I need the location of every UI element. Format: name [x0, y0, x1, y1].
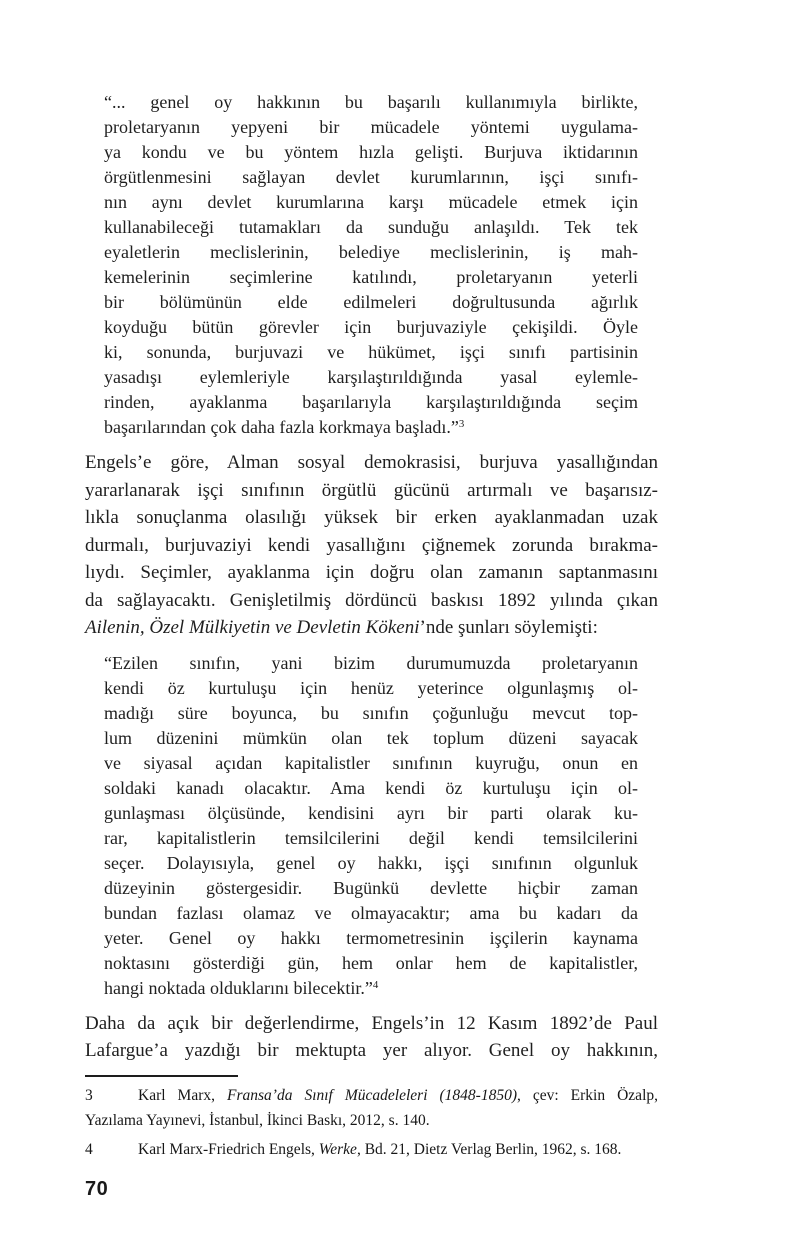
text-segment: başarılarından çok daha fazla korkmaya başladı.”: [104, 417, 459, 437]
text-segment: ki, sonunda, burjuvazi ve hükümet, işçi sınıfı partisinin: [104, 342, 638, 362]
footnote-ref: 4: [372, 978, 379, 991]
text-line: [85, 559, 658, 587]
text-line: [85, 504, 658, 532]
text-line: [104, 651, 638, 676]
text-segment: rar, kapitalistlerin temsilcilerini değil kendi temsilcilerini: [104, 827, 638, 848]
text-segment: Karl Marx-Friedrich Engels,: [138, 1140, 319, 1158]
text-line: [85, 449, 658, 477]
text-segment: lum düzenini mümkün olan tek toplum düzeni sayacak: [104, 727, 638, 748]
text-line: [104, 290, 638, 315]
text-line: [104, 115, 638, 140]
text-segment: nın aynı devlet kurumlarına karşı mücadele etmek için: [104, 192, 638, 212]
text-line: [104, 365, 638, 390]
italic-text: Fransa’da Sınıf Mücadeleleri (1848-1850): [227, 1086, 517, 1104]
text-segment: eyaletlerin meclislerinin, belediye meclislerinin, iş mah-: [104, 242, 638, 262]
text-line: [85, 1137, 658, 1162]
footnote-ref: 3: [458, 418, 465, 431]
text-segment: lıydı. Seçimler, ayaklanma için doğru olan zamanın saptanmasını: [85, 562, 658, 583]
text-line: [104, 240, 638, 265]
text-segment: seçer. Dolayısıyla, genel oy hakkı, işçi sınıfının olgunluk: [104, 852, 638, 873]
footnote-3: [85, 1083, 658, 1133]
page-number: 70: [85, 1177, 109, 1200]
text-line: [104, 90, 638, 115]
text-line: [104, 801, 638, 826]
text-line: [85, 532, 658, 560]
text-line: [104, 265, 638, 290]
paragraph-lafargue-letter: [85, 1010, 658, 1065]
text-line: [104, 976, 638, 1001]
text-line: [104, 776, 638, 801]
text-segment: , çev: Erkin Özalp,: [516, 1086, 658, 1104]
text-line: [85, 1083, 658, 1108]
text-line: [104, 701, 638, 726]
text-segment: düzeyinin göstergesidir. Bugünkü devlette hiçbir zaman: [104, 877, 638, 898]
text-segment: 3: [85, 1086, 93, 1104]
text-segment: Yazılama Yayınevi, İstanbul, İkinci Baskı, 2012, s. 140.: [85, 1111, 430, 1129]
text-line: [104, 340, 638, 365]
text-segment: da sağlayacaktı. Genişletilmiş dördüncü baskısı 1892 yılında çıkan: [85, 589, 658, 611]
text-segment: yararlanarak işçi sınıfının örgütlü gücünü artırmalı ve başarısız-: [85, 479, 658, 501]
text-segment: kendi öz kurtuluşu için henüz yeterince olgunlaşmış ol-: [104, 677, 638, 698]
text-line: [104, 315, 638, 340]
text-segment: Karl Marx,: [138, 1086, 227, 1104]
footnote-separator: [85, 1075, 238, 1077]
text-line: [104, 415, 638, 440]
text-line: [104, 676, 638, 701]
text-line: [104, 826, 638, 851]
text-line: [85, 614, 658, 642]
footnote-4: [85, 1137, 658, 1162]
text-segment: koyduğu bütün görevler için burjuvaziyle çekişildi. Öyle: [104, 317, 638, 337]
quote-engels-1: [104, 90, 638, 440]
text-segment: kemelerinin seçimlerine katılındı, proletaryanın yeterli: [104, 267, 638, 287]
text-line: [85, 1010, 658, 1038]
italic-text: Ailenin, Özel Mülkiyetin ve Devletin Kökeni: [85, 617, 420, 638]
text-segment: gunlaşması ölçüsünde, kendisini ayrı bir parti olarak ku-: [104, 802, 638, 823]
text-segment: soldaki kanadı olacaktır. Ama kendi öz kurtuluşu için ol-: [104, 777, 638, 798]
text-segment: yasadışı eylemleriyle karşılaştırıldığında yasal eylemle-: [104, 367, 638, 387]
text-segment: 4: [85, 1140, 93, 1158]
text-segment: Engels’e göre, Alman sosyal demokrasisi, burjuva yasallığından: [85, 452, 658, 473]
text-segment: kullanabileceği tutamakları da sunduğu anlaşıldı. Tek tek: [104, 217, 638, 237]
text-segment: ya kondu ve bu yöntem hızla gelişti. Burjuva iktidarının: [104, 142, 638, 162]
text-line: [104, 190, 638, 215]
text-segment: bundan fazlası olamaz ve olmayacaktır; ama bu kadarı da: [104, 902, 638, 923]
text-segment: ’nde şunları söylemişti:: [419, 617, 598, 638]
text-blocks: [85, 90, 658, 1065]
text-segment: Lafargue’a yazdığı bir mektupta yer alıyor. Genel oy hakkının,: [85, 1040, 658, 1061]
footnote-list: [85, 1083, 658, 1162]
text-line: [85, 1037, 658, 1065]
text-line: [104, 951, 638, 976]
text-line: [104, 140, 638, 165]
text-segment: hangi noktada olduklarını bilecektir.”: [104, 977, 373, 998]
text-line: [104, 726, 638, 751]
text-line: [104, 851, 638, 876]
text-segment: rinden, ayaklanma başarılarıyla karşılaştırıldığında seçim: [104, 392, 638, 412]
text-segment: lıkla sonuçlanma olasılığı yüksek bir erken ayaklanmadan uzak: [85, 507, 658, 528]
text-segment: proletaryanın yepyeni bir mücadele yöntemi uygulama-: [104, 117, 638, 137]
text-segment: noktasını gösterdiği gün, hem onlar hem de kapitalistler,: [104, 952, 638, 973]
text-segment: durmalı, burjuvaziyi kendi yasallığını çiğnemek zorunda bırakma-: [85, 534, 658, 556]
text-segment: ve siyasal açıdan kapitalistler sınıfının kuyruğu, onun en: [104, 752, 638, 773]
text-line: [104, 215, 638, 240]
text-line: [85, 587, 658, 615]
text-segment: bir bölümünün elde edilmeleri doğrultusunda ağırlık: [104, 292, 638, 312]
text-segment: Daha da açık bir değerlendirme, Engels’in 12 Kasım 1892’de Paul: [85, 1012, 658, 1034]
quote-engels-2: [104, 651, 638, 1001]
text-segment: örgütlenmesini sağlayan devlet kurumlarının, işçi sınıfı-: [104, 167, 638, 187]
text-segment: “... genel oy hakkının bu başarılı kullanımıyla birlikte,: [104, 92, 638, 112]
text-line: [104, 165, 638, 190]
text-segment: yeter. Genel oy hakkı termometresinin işçilerin kaynama: [104, 927, 638, 948]
text-segment: , Bd. 21, Dietz Verlag Berlin, 1962, s. 168.: [356, 1140, 622, 1158]
text-line: [85, 1108, 658, 1133]
text-line: [104, 901, 638, 926]
italic-text: Werke: [318, 1140, 357, 1158]
text-segment: “Ezilen sınıfın, yani bizim durumumuzda proletaryanın: [104, 652, 638, 673]
text-line: [85, 477, 658, 505]
text-line: [104, 751, 638, 776]
text-line: [104, 926, 638, 951]
text-segment: madığı süre boyunca, bu sınıfın çoğunluğu mevcut top-: [104, 702, 638, 723]
text-line: [104, 876, 638, 901]
text-line: [104, 390, 638, 415]
paragraph-engels-comment: [85, 449, 658, 642]
